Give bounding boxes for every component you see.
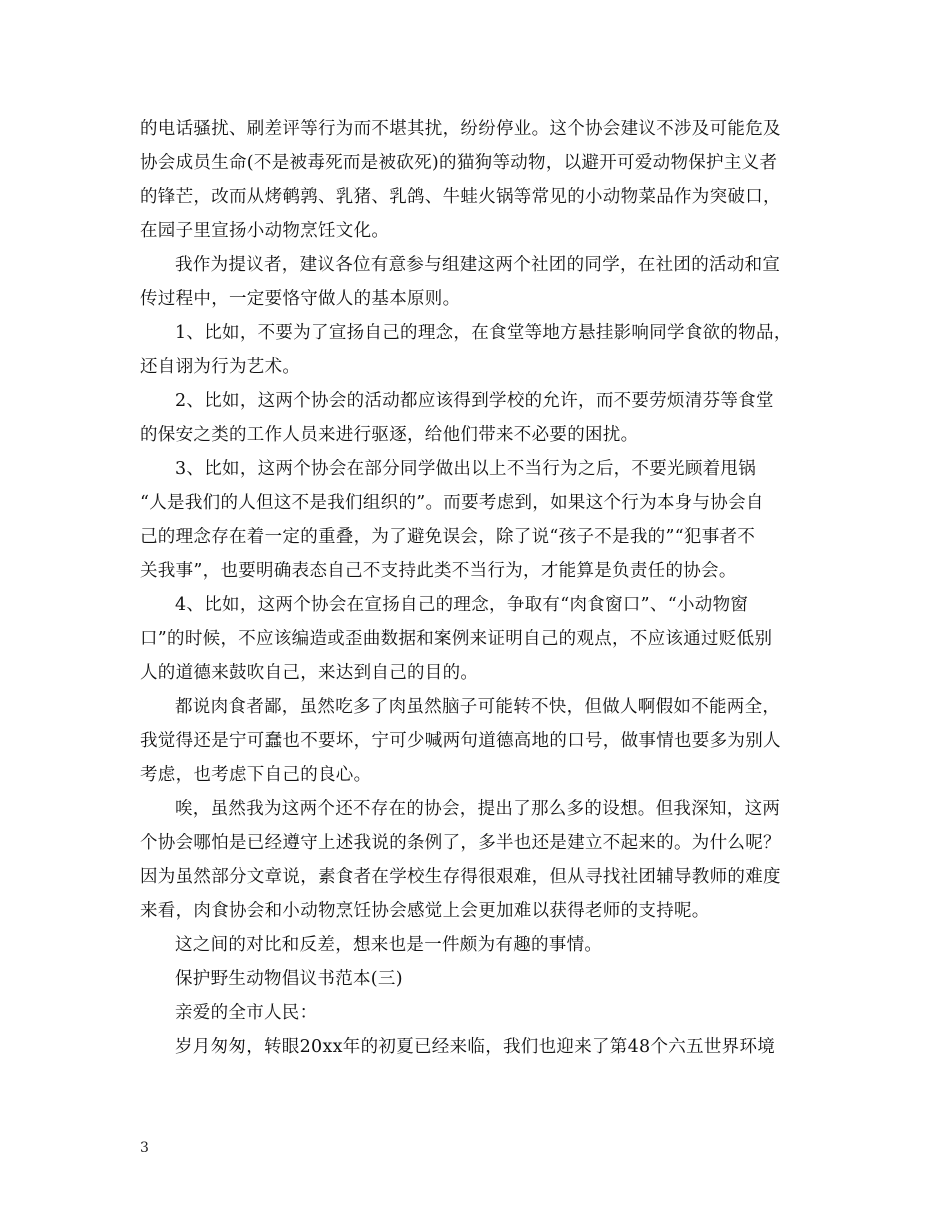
text-line: 考虑，也考虑下自己的良心。 [140,765,372,785]
text-line: 个协会哪怕是已经遵守上述我说的条例了，多半也还是建立不起来的。为什么呢？ [140,833,781,853]
salutation: 亲爱的全市人民： [175,1003,318,1023]
text-line: 的保安之类的工作人员来进行驱逐，给他们带来不必要的困扰。 [140,425,639,445]
text-line: 2、比如，这两个协会的活动都应该得到学校的允许，而不要劳烦清芬等食堂 [175,391,774,411]
text-line: 口”的时候，不应该编造或歪曲数据和案例来证明自己的观点，不应该通过贬低别 [140,629,773,649]
text-line: 的锋芒，改而从烤鹌鹑、乳猪、乳鸽、牛蛙火锅等常见的小动物菜品作为突破口， [140,187,781,207]
text-line: 唉，虽然我为这两个还不存在的协会，提出了那么多的设想。但我深知，这两 [175,799,781,819]
text-line: 1、比如，不要为了宣扬自己的理念，在食堂等地方悬挂影响同学食欲的物品， [175,323,792,343]
text-line: “人是我们的人但这不是我们组织的”。而要考虑到，如果这个行为本身与协会自 [140,493,764,513]
text-line: 我作为提议者，建议各位有意参与组建这两个社团的同学，在社团的活动和宣 [175,255,781,275]
text-line: 关我事”，也要明确表态自己不支持此类不当行为，才能算是负责任的协会。 [140,561,737,581]
body-text [140,112,820,1064]
text-line: 还自诩为行为艺术。 [140,357,301,377]
text-line: 来看，肉食协会和小动物烹饪协会感觉上会更加难以获得老师的支持呢。 [140,901,710,921]
text-line: 我觉得还是宁可蠢也不要坏，宁可少喊两句道德高地的口号，做事情也要多为别人 [140,731,781,751]
text-line: 协会成员生命(不是被毒死而是被砍死)的猫狗等动物，以避开可爱动物保护主义者 [140,153,778,173]
text-line: 4、比如，这两个协会在宣扬自己的理念，争取有“肉食窗口”、“小动物窗 [175,595,749,615]
text-line: 岁月匆匆，转眼20xx年的初夏已经来临，我们也迎来了第48个六五世界环境 [175,1037,776,1057]
text-line: 己的理念存在着一定的重叠，为了避免误会，除了说“孩子不是我的”“犯事者不 [140,527,756,547]
text-line: 因为虽然部分文章说，素食者在学校生存得很艰难，但从寻找社团辅导教师的难度 [140,867,781,887]
section-heading: 保护野生动物倡议书范本(三) [175,969,403,989]
text-line: 都说肉食者鄙，虽然吃多了肉虽然脑子可能转不快，但做人啊假如不能两全， [175,697,781,717]
text-line: 在园子里宣扬小动物烹饪文化。 [140,221,390,241]
text-line: 3、比如，这两个协会在部分同学做出以上不当行为之后，不要光顾着甩锅 [175,459,757,479]
text-line: 这之间的对比和反差，想来也是一件颇为有趣的事情。 [175,935,603,955]
text-line: 人的道德来鼓吹自己，来达到自己的目的。 [140,663,479,683]
text-line: 的电话骚扰、刷差评等行为而不堪其扰，纷纷停业。这个协会建议不涉及可能危及 [140,119,781,139]
text-line: 传过程中，一定要恪守做人的基本原则。 [140,289,461,309]
page-number: 3 [140,1140,149,1156]
